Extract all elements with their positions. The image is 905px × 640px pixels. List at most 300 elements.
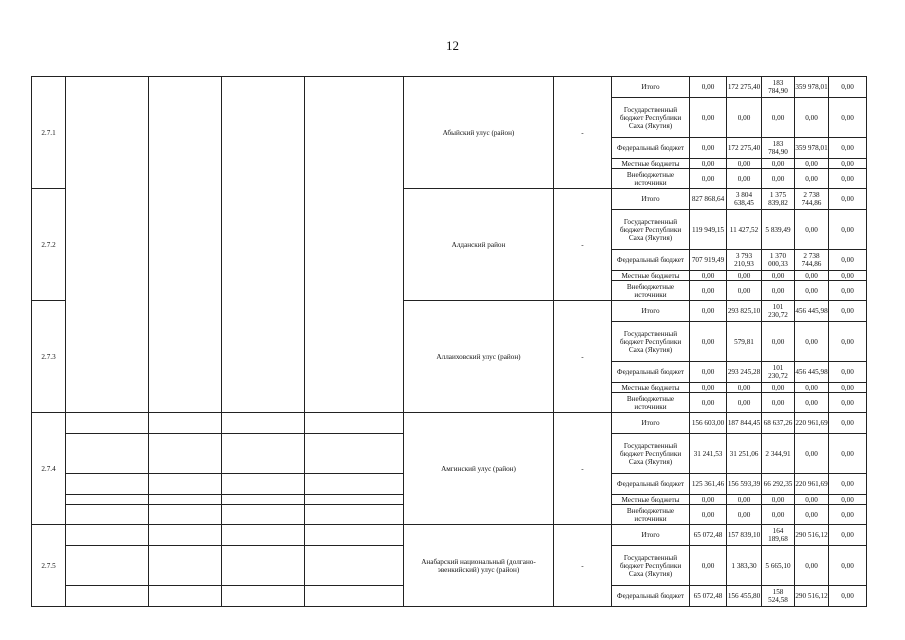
amount-cell-text: 187 844,45	[727, 419, 761, 427]
empty-cell	[66, 77, 149, 413]
amount-cell	[727, 393, 762, 413]
amount-cell	[829, 281, 867, 301]
amount-cell-text: 183 784,90	[768, 140, 788, 156]
amount-cell	[829, 413, 867, 434]
amount-cell	[762, 525, 795, 546]
empty-cell	[305, 474, 404, 495]
amount-cell-text: 220 961,69	[795, 419, 828, 427]
amount-cell	[795, 138, 829, 159]
amount-cell-text: 157 839,10	[727, 531, 761, 539]
amount-cell-text: 101 230,72	[768, 303, 788, 319]
amount-cell	[762, 362, 795, 383]
amount-cell	[727, 169, 762, 189]
amount-cell-text: 0,00	[805, 113, 818, 122]
amount-cell-text: 119 949,15	[691, 225, 725, 234]
funding-source	[612, 393, 690, 413]
amount-cell	[829, 301, 867, 322]
amount-cell-text: 1 370 000,33	[768, 252, 788, 268]
funding-source	[612, 159, 690, 169]
empty-cell	[222, 505, 305, 525]
funding-source-text: Внебюджетные источники	[626, 282, 675, 299]
amount-cell-text: 456 445,98	[795, 368, 828, 376]
amount-cell-text: 0,00	[841, 398, 854, 407]
empty-cell	[66, 586, 149, 607]
row-code-text: 2.7.2	[41, 240, 56, 249]
amount-cell	[690, 322, 727, 362]
amount-cell	[762, 77, 795, 98]
amount-cell	[762, 98, 795, 138]
empty-cell	[222, 586, 305, 607]
budget-table-container	[31, 76, 867, 607]
amount-cell	[762, 250, 795, 271]
amount-cell	[727, 271, 762, 281]
amount-cell	[690, 362, 727, 383]
amount-cell	[762, 413, 795, 434]
empty-cell	[222, 434, 305, 474]
funding-source	[612, 189, 690, 210]
amount-cell	[727, 546, 762, 586]
amount-cell-text: 65 072,48	[693, 592, 723, 600]
amount-cell-text: 0,00	[841, 174, 854, 183]
row-code	[32, 301, 66, 413]
funding-source-text: Местные бюджеты	[621, 271, 680, 280]
amount-cell	[829, 383, 867, 393]
amount-cell	[727, 77, 762, 98]
amount-cell-text: 156 603,00	[691, 419, 725, 427]
amount-cell	[795, 210, 829, 250]
amount-cell-text: 172 275,40	[727, 83, 761, 91]
amount-cell-text: 0,00	[805, 561, 818, 570]
funding-source	[612, 169, 690, 189]
funding-source	[612, 505, 690, 525]
amount-cell-text: 0,00	[771, 510, 785, 519]
funding-source-text: Местные бюджеты	[621, 495, 680, 504]
amount-cell-text: 359 978,01	[795, 83, 828, 91]
district-name-text: Абыйский улус (район)	[442, 128, 515, 137]
empty-cell	[66, 505, 149, 525]
amount-cell-text: 3 804 638,45	[734, 191, 754, 207]
funding-source-text: Федеральный бюджет	[616, 592, 685, 600]
amount-cell	[795, 393, 829, 413]
amount-cell-text: 0,00	[771, 271, 785, 280]
amount-cell-text: 2 344,91	[765, 449, 791, 458]
district-name	[404, 525, 554, 607]
amount-cell	[829, 210, 867, 250]
empty-cell	[149, 413, 222, 434]
amount-cell	[727, 586, 762, 607]
amount-cell-text: 290 516,12	[795, 531, 828, 539]
amount-cell	[829, 474, 867, 495]
row-code-text: 2.7.4	[41, 464, 56, 473]
funding-source-text: Государственный бюджет Республики Саха (Якутия)	[619, 217, 682, 242]
empty-cell	[149, 586, 222, 607]
empty-cell	[305, 586, 404, 607]
district-name-text: Амгинский улус (район)	[441, 464, 516, 473]
amount-cell-text: 125 361,46	[691, 480, 725, 488]
empty-cell	[149, 495, 222, 505]
funding-source	[612, 546, 690, 586]
amount-cell	[829, 393, 867, 413]
funding-source	[612, 383, 690, 393]
amount-cell-text: 5 839,49	[765, 225, 791, 234]
amount-cell-text: 0,00	[841, 307, 854, 315]
funding-source-text: Итого	[641, 83, 660, 91]
amount-cell-text: 0,00	[841, 83, 854, 91]
amount-cell-text: 0,00	[701, 271, 715, 280]
funding-source-text: Внебюджетные источники	[626, 170, 675, 187]
amount-cell-text: 290 516,12	[795, 592, 828, 600]
amount-cell-text: 0,00	[841, 195, 854, 203]
district-name	[404, 77, 554, 189]
amount-cell-text: 0,00	[737, 271, 751, 280]
amount-cell-text: 0,00	[737, 174, 751, 183]
empty-cell	[66, 525, 149, 546]
amount-cell	[795, 383, 829, 393]
amount-cell	[690, 495, 727, 505]
amount-cell	[829, 169, 867, 189]
amount-cell-text: 0,00	[841, 480, 854, 488]
amount-cell-text: 0,00	[701, 307, 715, 315]
funding-source-text: Внебюджетные источники	[626, 506, 675, 523]
amount-cell-text: 0,00	[841, 159, 854, 168]
amount-cell-text: 1 375 839,82	[768, 191, 788, 207]
amount-cell-text: 0,00	[805, 271, 818, 280]
funding-source-text: Местные бюджеты	[621, 383, 680, 392]
amount-cell-text: 0,00	[771, 174, 785, 183]
district-name	[404, 189, 554, 301]
district-mark-text: -	[581, 128, 584, 137]
district-mark	[554, 413, 612, 525]
amount-cell	[727, 434, 762, 474]
table-row	[32, 525, 867, 546]
amount-cell	[762, 495, 795, 505]
amount-cell	[762, 383, 795, 393]
funding-source	[612, 77, 690, 98]
amount-cell	[795, 281, 829, 301]
funding-source	[612, 322, 690, 362]
amount-cell-text: 0,00	[841, 449, 854, 458]
table-row	[32, 77, 867, 98]
empty-cell	[305, 413, 404, 434]
empty-cell	[66, 495, 149, 505]
amount-cell-text: 0,00	[701, 144, 715, 152]
amount-cell-text: 0,00	[737, 383, 751, 392]
empty-cell	[66, 434, 149, 474]
amount-cell	[727, 250, 762, 271]
amount-cell	[795, 495, 829, 505]
amount-cell-text: 0,00	[805, 159, 818, 168]
amount-cell-text: 0,00	[841, 531, 854, 539]
amount-cell-text: 0,00	[771, 113, 785, 122]
amount-cell	[690, 159, 727, 169]
district-name-text: Анабарский национальный (долгано-эвенкийский) улус (район)	[421, 557, 536, 574]
amount-cell	[727, 505, 762, 525]
amount-cell-text: 172 275,40	[727, 144, 761, 152]
funding-source-text: Федеральный бюджет	[616, 368, 685, 376]
amount-cell-text: 0,00	[841, 286, 854, 295]
amount-cell	[690, 98, 727, 138]
district-name	[404, 413, 554, 525]
row-code	[32, 189, 66, 301]
amount-cell	[829, 586, 867, 607]
amount-cell-text: 579,81	[734, 337, 754, 346]
funding-source-text: Государственный бюджет Республики Саха (Якутия)	[619, 553, 682, 578]
amount-cell	[727, 98, 762, 138]
empty-cell	[149, 434, 222, 474]
empty-cell	[66, 546, 149, 586]
amount-cell-text: 0,00	[805, 383, 818, 392]
amount-cell	[829, 77, 867, 98]
amount-cell-text: 220 961,69	[795, 480, 828, 488]
amount-cell	[829, 525, 867, 546]
funding-source	[612, 281, 690, 301]
amount-cell	[762, 189, 795, 210]
amount-cell-text: 66 292,35	[763, 480, 793, 488]
empty-cell	[222, 77, 305, 413]
empty-cell	[149, 505, 222, 525]
district-mark	[554, 77, 612, 189]
amount-cell-text: 5 665,10	[765, 561, 791, 570]
amount-cell	[690, 383, 727, 393]
amount-cell	[690, 434, 727, 474]
amount-cell	[795, 250, 829, 271]
amount-cell-text: 156 455,80	[727, 592, 761, 600]
amount-cell-text: 183 784,90	[768, 79, 788, 95]
funding-source-text: Государственный бюджет Республики Саха (Якутия)	[619, 105, 682, 130]
funding-source-text: Итого	[641, 531, 660, 539]
funding-source-text: Внебюджетные источники	[626, 394, 675, 411]
funding-source-text: Федеральный бюджет	[616, 480, 685, 488]
amount-cell-text: 0,00	[737, 159, 751, 168]
amount-cell	[829, 250, 867, 271]
funding-source-text: Итого	[641, 307, 660, 315]
district-mark	[554, 301, 612, 413]
amount-cell-text: 0,00	[841, 592, 854, 600]
amount-cell	[727, 362, 762, 383]
amount-cell-text: 0,00	[841, 271, 854, 280]
amount-cell-text: 0,00	[841, 561, 854, 570]
amount-cell-text: 827 868,64	[691, 195, 725, 203]
amount-cell	[690, 169, 727, 189]
amount-cell	[690, 413, 727, 434]
empty-cell	[305, 495, 404, 505]
amount-cell	[762, 271, 795, 281]
funding-source	[612, 271, 690, 281]
amount-cell	[795, 169, 829, 189]
amount-cell-text: 0,00	[737, 398, 751, 407]
amount-cell-text: 0,00	[701, 174, 715, 183]
amount-cell-text: 0,00	[771, 337, 785, 346]
amount-cell-text: 0,00	[805, 510, 818, 519]
amount-cell	[690, 474, 727, 495]
amount-cell-text: 0,00	[771, 159, 785, 168]
amount-cell	[795, 271, 829, 281]
amount-cell-text: 0,00	[771, 495, 785, 504]
amount-cell-text: 0,00	[841, 113, 854, 122]
amount-cell	[795, 301, 829, 322]
empty-cell	[222, 495, 305, 505]
amount-cell	[762, 434, 795, 474]
amount-cell	[829, 189, 867, 210]
page-number: 12	[446, 38, 459, 53]
amount-cell-text: 0,00	[701, 83, 715, 91]
funding-source-text: Федеральный бюджет	[616, 256, 685, 264]
table-row	[32, 413, 867, 434]
district-name-text: Алданский район	[451, 240, 506, 249]
amount-cell-text: 0,00	[771, 398, 785, 407]
empty-cell	[305, 434, 404, 474]
row-code	[32, 77, 66, 189]
amount-cell-text: 0,00	[701, 561, 715, 570]
amount-cell	[762, 474, 795, 495]
amount-cell-text: 0,00	[771, 383, 785, 392]
amount-cell	[795, 362, 829, 383]
district-mark-text: -	[581, 352, 584, 361]
amount-cell-text: 0,00	[701, 510, 715, 519]
amount-cell	[829, 434, 867, 474]
empty-cell	[222, 525, 305, 546]
funding-source	[612, 495, 690, 505]
amount-cell	[762, 138, 795, 159]
amount-cell-text: 0,00	[701, 368, 715, 376]
amount-cell	[690, 77, 727, 98]
amount-cell	[690, 301, 727, 322]
amount-cell-text: 293 245,28	[727, 368, 761, 376]
amount-cell	[690, 271, 727, 281]
empty-cell	[305, 77, 404, 413]
amount-cell-text: 1 383,30	[731, 561, 757, 570]
amount-cell	[727, 281, 762, 301]
empty-cell	[222, 546, 305, 586]
amount-cell	[727, 495, 762, 505]
amount-cell-text: 0,00	[841, 368, 854, 376]
funding-source	[612, 413, 690, 434]
empty-cell	[66, 474, 149, 495]
amount-cell	[727, 301, 762, 322]
amount-cell-text: 68 637,26	[763, 419, 793, 427]
amount-cell-text: 707 919,49	[691, 256, 725, 264]
amount-cell-text: 164 189,68	[768, 527, 788, 543]
amount-cell	[762, 301, 795, 322]
amount-cell-text: 3 793 210,93	[734, 252, 754, 268]
row-code-text: 2.7.5	[41, 561, 56, 570]
amount-cell	[795, 77, 829, 98]
amount-cell-text: 156 593,39	[727, 480, 761, 488]
row-code	[32, 525, 66, 607]
amount-cell	[727, 383, 762, 393]
amount-cell	[762, 546, 795, 586]
amount-cell-text: 0,00	[737, 495, 751, 504]
amount-cell	[795, 434, 829, 474]
amount-cell	[690, 393, 727, 413]
funding-source	[612, 301, 690, 322]
empty-cell	[305, 525, 404, 546]
amount-cell	[727, 159, 762, 169]
amount-cell	[829, 322, 867, 362]
amount-cell-text: 0,00	[805, 449, 818, 458]
amount-cell-text: 359 978,01	[795, 144, 828, 152]
amount-cell-text: 65 072,48	[693, 531, 723, 539]
amount-cell	[762, 210, 795, 250]
amount-cell	[727, 210, 762, 250]
district-name	[404, 301, 554, 413]
amount-cell	[690, 586, 727, 607]
amount-cell	[690, 138, 727, 159]
amount-cell	[727, 322, 762, 362]
amount-cell-text: 0,00	[701, 383, 715, 392]
amount-cell	[829, 505, 867, 525]
amount-cell-text: 31 251,06	[729, 449, 759, 458]
funding-source	[612, 586, 690, 607]
amount-cell	[762, 169, 795, 189]
amount-cell	[795, 189, 829, 210]
funding-source-text: Местные бюджеты	[621, 159, 680, 168]
amount-cell	[690, 505, 727, 525]
amount-cell	[829, 362, 867, 383]
amount-cell-text: 0,00	[805, 286, 818, 295]
amount-cell	[727, 189, 762, 210]
amount-cell-text: 0,00	[805, 398, 818, 407]
amount-cell-text: 0,00	[841, 419, 854, 427]
amount-cell	[727, 474, 762, 495]
empty-cell	[305, 505, 404, 525]
amount-cell-text: 0,00	[841, 337, 854, 346]
empty-cell	[222, 474, 305, 495]
amount-cell	[690, 546, 727, 586]
district-name-text: Аллаиховский улус (район)	[436, 352, 521, 361]
amount-cell-text: 0,00	[737, 113, 751, 122]
amount-cell	[762, 393, 795, 413]
funding-source-text: Государственный бюджет Республики Саха (Якутия)	[619, 441, 682, 466]
amount-cell	[727, 138, 762, 159]
amount-cell-text: 11 427,52	[729, 225, 759, 234]
empty-cell	[149, 546, 222, 586]
amount-cell	[795, 159, 829, 169]
amount-cell	[690, 525, 727, 546]
amount-cell	[829, 271, 867, 281]
amount-cell-text: 0,00	[701, 159, 715, 168]
amount-cell	[727, 413, 762, 434]
amount-cell	[690, 281, 727, 301]
amount-cell	[829, 98, 867, 138]
district-mark	[554, 189, 612, 301]
budget-table-body	[32, 77, 867, 607]
amount-cell-text: 101 230,72	[768, 364, 788, 380]
district-mark-text: -	[581, 561, 584, 570]
amount-cell	[762, 505, 795, 525]
empty-cell	[149, 474, 222, 495]
row-code-text: 2.7.3	[41, 352, 56, 361]
amount-cell	[762, 159, 795, 169]
budget-table	[31, 76, 867, 607]
funding-source-text: Итого	[641, 419, 660, 427]
amount-cell-text: 0,00	[805, 337, 818, 346]
amount-cell	[690, 250, 727, 271]
amount-cell-text: 2 738 744,86	[801, 191, 822, 207]
amount-cell	[829, 159, 867, 169]
amount-cell-text: 0,00	[805, 225, 818, 234]
funding-source	[612, 250, 690, 271]
funding-source	[612, 98, 690, 138]
amount-cell	[762, 586, 795, 607]
amount-cell	[690, 189, 727, 210]
amount-cell	[795, 546, 829, 586]
funding-source	[612, 362, 690, 383]
amount-cell-text: 0,00	[701, 286, 715, 295]
amount-cell	[795, 505, 829, 525]
funding-source	[612, 210, 690, 250]
district-mark-text: -	[581, 240, 584, 249]
